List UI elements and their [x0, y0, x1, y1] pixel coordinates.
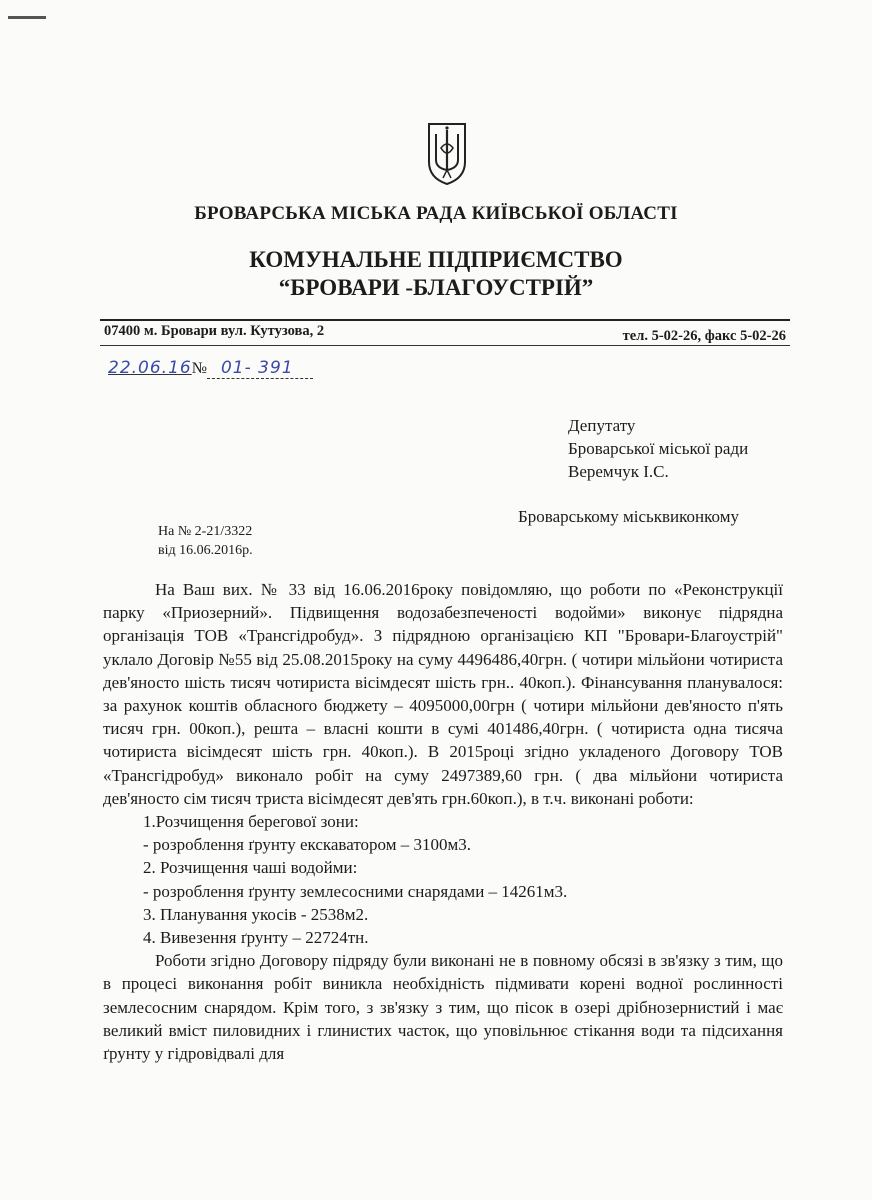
enterprise-title-line2: “БРОВАРИ -БЛАГОУСТРІЙ”: [278, 275, 594, 300]
work-item-2: 2. Розчищення чаші водойми:: [143, 858, 358, 878]
addressee-block: [568, 414, 748, 483]
trident-emblem-icon: [425, 118, 469, 186]
reference-date: від 16.06.2016р.: [158, 543, 253, 558]
city-council-title: БРОВАРСЬКА МІСЬКА РАДА КИЇВСЬКОЇ ОБЛАСТІ: [194, 203, 678, 224]
registration-line: [108, 358, 313, 379]
registration-number-sign: №: [191, 360, 207, 377]
body-paragraph-2: Роботи згідно Договору підряду були виконані не в повному обсязі в зв'язку з тим, що в процесі виконання робіт виникла необхідність підмивати корені водної рослинності землесосним снарядом. Крім того, з зв'язку з тим, що пісок в озері дрібнозернистий і має великий вміст пиловидних і глинистих часток, що уповільнює стікання води та підсихання ґрунту у гідровідвалі для: [103, 951, 783, 1064]
letter-body: [103, 578, 783, 1065]
reference-block: [158, 522, 253, 560]
addressee-line1: Депутату: [568, 416, 636, 435]
registration-number: 01- 391: [207, 358, 313, 379]
address: 07400 м. Бровари вул. Кутузова, 2: [104, 323, 325, 339]
phone-fax: тел. 5-02-26, факс 5-02-26: [622, 328, 786, 344]
addressee-line2: Броварської міської ради: [568, 439, 749, 458]
header-rule-thick: [100, 319, 790, 321]
body-paragraph-1: На Ваш вих. № 33 від 16.06.2016року повідомляю, що роботи по «Реконструкції парку «Приозерний». Підвищення водозабезпеченості водойми» виконує підрядна організація ТОВ «Трансгідробуд». З підрядною організацією КП "Бровари-Благоустрій" уклало Договір №55 від 25.08.2015року на суму 4496486,40грн. ( чотири мільйони чотириста дев'яносто шість тисяч чотириста вісімдесят шість грн.. 40коп.). Фінансування планувалося: за рахунок коштів обласного бюджету – 4095000,00грн ( чотири мільйони дев'яносто п'ять тисяч грн. 00коп.), решта – власні кошти в сумі 401486,40грн. ( чотириста одна тисяча чотириста вісімдесят шість грн. 40коп.). В 2015році згідно укладеного Договору ТОВ «Трансгідробуд» виконало робіт на суму 2497389,60 грн. ( два мільйони чотириста дев'яносто сім тисяч триста вісімдесят дев'ять грн.60коп.), в т.ч. виконані роботи:: [103, 580, 783, 808]
work-item-2-detail: - розроблення ґрунту землесосними снарядами – 14261м3.: [143, 881, 568, 901]
registration-date: 22.06.16: [108, 358, 192, 378]
work-item-4: 4. Вивезення ґрунту – 22724тн.: [143, 928, 369, 948]
work-item-3: 3. Планування укосів - 2538м2.: [143, 904, 369, 924]
addressee-line3: Веремчук І.С.: [568, 462, 669, 481]
header-rule-thin: [100, 345, 790, 346]
executive-committee-addressee: Броварському міськвиконкому: [518, 507, 739, 526]
work-item-1: 1.Розчищення берегової зони:: [143, 812, 359, 832]
reference-number: На № 2-21/3322: [158, 524, 253, 539]
scan-corner-mark: [8, 16, 46, 19]
enterprise-title: [0, 246, 872, 302]
work-item-1-detail: - розроблення ґрунту екскаватором – 3100м3.: [143, 835, 471, 855]
enterprise-title-line1: КОМУНАЛЬНЕ ПІДПРИЄМСТВО: [249, 247, 623, 272]
